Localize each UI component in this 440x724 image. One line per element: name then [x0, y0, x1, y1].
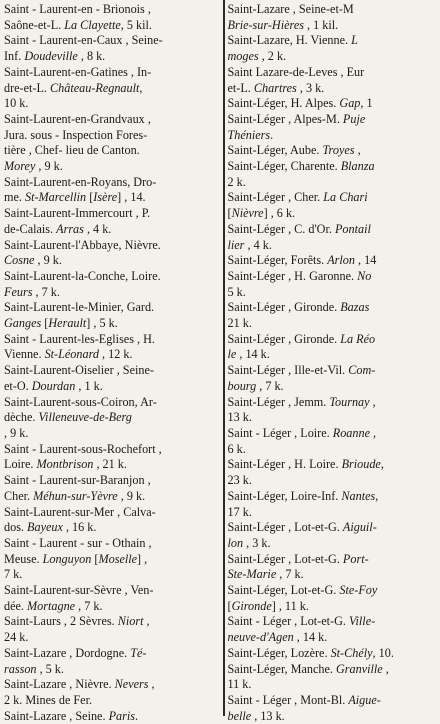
gazetteer-entry — [228, 646, 437, 662]
gazetteer-entry — [4, 332, 220, 363]
entry-line: Saint-Lazare , Dordogne. Té- — [4, 645, 147, 660]
entry-line: dre-et-L. Château-Regnault, — [4, 80, 143, 95]
entry-line: Saint - Laurent - sur - Othain , — [4, 535, 152, 550]
entry-line: Saint - Léger , Lot-et-G. Ville- — [227, 614, 376, 629]
entry-line: Saint-Léger, Aube. Troyes , — [227, 143, 361, 158]
entry-line: Saint - Léger , Loire. Roanne , — [227, 425, 377, 440]
entry-line: lier , 4 k. — [227, 237, 272, 252]
entry-line: et-O. Dourdan , 1 k. — [4, 378, 103, 393]
entry-line: 2 k. — [227, 174, 246, 189]
gazetteer-entry — [4, 677, 220, 708]
gazetteer-entry — [4, 536, 220, 583]
entry-line: rasson , 5 k. — [4, 661, 64, 676]
gazetteer-entry — [228, 583, 437, 614]
entry-line: Saint - Laurent-sur-Baranjon , — [4, 473, 151, 488]
entry-line: Saint-Léger , H. Garonne. No — [227, 268, 372, 283]
gazetteer-entry — [228, 332, 437, 363]
gazetteer-entry — [228, 489, 437, 520]
entry-line: Saint-Lazare , Seine-et-M — [227, 2, 354, 16]
entry-line: dée. Mortagne , 7 k. — [4, 598, 103, 613]
entry-line: Saint-Léger, Manche. Granville , — [227, 661, 389, 676]
entry-line: Loire. Montbrison , 21 k. — [4, 457, 127, 472]
gazetteer-entry — [228, 662, 437, 693]
gazetteer-entry — [228, 253, 437, 269]
entry-line: Saint-Léger , Cher. La Chari — [227, 190, 368, 205]
entry-line: le , 14 k. — [227, 347, 270, 362]
entry-line: Saint-Laurent-en-Royans, Dro- — [4, 174, 157, 189]
gazetteer-entry — [4, 473, 220, 504]
entry-line: 23 k. — [227, 473, 252, 488]
entry-line: Saint-Laurent-le-Minier, Gard. — [4, 300, 155, 315]
entry-line: Saint-Léger, Charente. Blanza — [227, 159, 375, 174]
entry-line: Saint-Laurent-Immercourt , P. — [4, 206, 151, 221]
entry-line: Vienne. St-Léonard , 12 k. — [4, 347, 133, 362]
entry-line: [Gironde] , 11 k. — [227, 598, 309, 613]
gazetteer-entry — [228, 65, 437, 96]
entry-line: belle , 13 k. — [227, 708, 285, 723]
entry-line: Meuse. Longuyon [Moselle] , — [4, 551, 148, 566]
entry-line: Saint - Laurent-sous-Rochefort , — [4, 441, 162, 456]
entry-line: me. St-Marcellin [Isère] , 14. — [4, 190, 146, 205]
entry-line: Saint-Léger, Forêts. Arlon , 14 — [227, 253, 377, 268]
entry-line: Morey , 9 k. — [4, 159, 63, 174]
entry-line: Saint-Léger , Gironde. La Réo — [227, 331, 376, 346]
entry-line: Inf. Doudeville , 8 k. — [4, 49, 106, 64]
entry-line: Saint-Laurent-sur-Sèvre , Ven- — [4, 583, 154, 598]
entry-line: dèche. Villeneuve-de-Berg — [4, 410, 132, 425]
entry-line: Saint-Lazare , Seine. Paris. — [4, 708, 139, 723]
entry-line: Saint-Léger , H. Loire. Brioude, — [227, 457, 384, 472]
entry-line: Saint-Laurs , 2 Sèvres. Niort , — [4, 614, 150, 629]
entry-line: Saint-Laurent-en-Gatines , In- — [4, 64, 152, 79]
gazetteer-entry — [228, 143, 437, 159]
entry-line: tière , Chef- lieu de Canton. — [4, 143, 140, 158]
entry-line: Saint - Laurent-les-Eglises , H. — [4, 331, 155, 346]
entry-line: 13 k. — [227, 410, 252, 425]
entry-line: neuve-d'Agen , 14 k. — [227, 630, 328, 645]
entry-line: Saint-Lazare , Nièvre. Nevers , — [4, 677, 155, 692]
entry-line: Saint - Laurent-en-Caux , Seine- — [4, 33, 163, 48]
entry-line: Saône-et-L. La Clayette, 5 kil. — [4, 17, 152, 32]
gazetteer-entry — [4, 614, 220, 645]
gazetteer-entry — [228, 426, 437, 457]
entry-line: 21 k. — [227, 316, 252, 331]
entry-line: et-L. Chartres , 3 k. — [227, 80, 325, 95]
entry-line: 17 k. — [227, 504, 252, 519]
entry-line: Saint - Laurent-en - Brionois , — [4, 2, 151, 16]
entry-line: , 9 k. — [4, 425, 29, 440]
entry-line: Saint-Lazare, H. Vienne. L — [227, 33, 358, 48]
entry-line: Saint - Léger , Mont-Bl. Aigue- — [227, 692, 381, 707]
entry-line: dos. Bayeux , 16 k. — [4, 520, 97, 535]
gazetteer-entry — [4, 33, 220, 64]
entry-line: Saint-Léger, H. Alpes. Gap, 1 — [227, 96, 373, 111]
entry-line: Cher. Méhun-sur-Yèvre , 9 k. — [4, 488, 146, 503]
gazetteer-entry — [228, 112, 437, 143]
entry-line: 24 k. — [4, 630, 29, 645]
gazetteer-entry — [228, 159, 437, 190]
gazetteer-entry — [4, 583, 220, 614]
entry-line: Ste-Marie , 7 k. — [227, 567, 304, 582]
entry-line: Saint-Laurent-la-Conche, Loire. — [4, 268, 161, 283]
entry-line: moges , 2 k. — [227, 49, 287, 64]
entry-line: Saint-Léger, Lot-et-G. Ste-Foy — [227, 583, 378, 598]
entry-line: Saint-Laurent-sous-Coiron, Ar- — [4, 394, 157, 409]
gazetteer-entry — [4, 206, 220, 237]
entry-line: de-Calais. Arras , 4 k. — [4, 221, 112, 236]
entry-line: Saint-Léger , Jemm. Tournay , — [227, 394, 376, 409]
entry-line: Feurs , 7 k. — [4, 284, 60, 299]
entry-line: 6 k. — [227, 441, 246, 456]
entry-line: Saint-Léger , Gironde. Bazas — [227, 300, 370, 315]
gazetteer-entry — [4, 709, 220, 724]
entry-line: Saint Lazare-de-Leves , Eur — [227, 64, 365, 79]
gazetteer-entry — [228, 363, 437, 394]
gazetteer-entry — [228, 395, 437, 426]
entry-line: 5 k. — [227, 284, 246, 299]
entry-line: 11 k. — [227, 677, 252, 692]
entry-line: Saint-Laurent-Oiselier , Seine- — [4, 363, 154, 378]
gazetteer-entry — [228, 457, 437, 488]
gazetteer-entry — [228, 614, 437, 645]
entry-line: 2 k. Mines de Fer. — [4, 692, 93, 707]
entry-line: Saint-Léger , Ille-et-Vil. Com- — [227, 363, 376, 378]
gazetteer-entry — [4, 175, 220, 206]
gazetteer-entry — [4, 505, 220, 536]
entry-line: Cosne , 9 k. — [4, 253, 62, 268]
gazetteer-entry — [4, 363, 220, 394]
entry-line: Saint-Laurent-sur-Mer , Calva- — [4, 504, 156, 519]
entry-line: [Nièvre] , 6 k. — [227, 206, 296, 221]
gazetteer-entry — [228, 520, 437, 551]
entry-line: Saint-Léger, Lozère. St-Chély, 10. — [227, 645, 394, 660]
gazetteer-entry — [4, 646, 220, 677]
entry-line: bourg , 7 k. — [227, 378, 284, 393]
gazetteer-entry — [228, 190, 437, 221]
right-column — [225, 0, 439, 723]
gazetteer-entry — [228, 552, 437, 583]
gazetteer-entry — [4, 112, 220, 175]
gazetteer-entry — [228, 222, 437, 253]
entry-line: Jura. sous - Inspection Fores- — [4, 127, 148, 142]
entry-line: Théniers. — [227, 127, 274, 142]
gazetteer-entry — [4, 442, 220, 473]
entry-line: 7 k. — [4, 567, 23, 582]
gazetteer-entry — [4, 2, 220, 33]
entry-line: Saint-Léger , Lot-et-G. Aiguil- — [227, 520, 377, 535]
gazetteer-entry — [228, 33, 437, 64]
entry-line: Ganges [Herault] , 5 k. — [4, 316, 118, 331]
gazetteer-entry — [228, 693, 437, 724]
gazetteer-entry — [4, 238, 220, 269]
entry-line: Saint-Léger, Loire-Inf. Nantes, — [227, 488, 379, 503]
gazetteer-entry — [4, 395, 220, 442]
entry-line: Saint-Laurent-l'Abbaye, Nièvre. — [4, 237, 161, 252]
gazetteer-entry — [4, 65, 220, 112]
entry-line: lon , 3 k. — [227, 535, 271, 550]
gazetteer-entry — [4, 269, 220, 300]
entry-line: Saint-Léger , Lot-et-G. Port- — [227, 551, 369, 566]
gazetteer-entry — [228, 96, 437, 112]
gazetteer-entry — [4, 300, 220, 331]
entry-line: 10 k. — [4, 96, 29, 111]
gazetteer-entry — [228, 2, 437, 33]
gazetteer-entry — [228, 300, 437, 331]
entry-line: Saint-Laurent-en-Grandvaux , — [4, 111, 151, 126]
gazetteer-entry — [228, 269, 437, 300]
entry-line: Brie-sur-Hières , 1 kil. — [227, 17, 339, 32]
entry-line: Saint-Léger , Alpes-M. Puje — [227, 111, 366, 126]
entry-line: Saint-Léger , C. d'Or. Pontail — [227, 221, 371, 236]
